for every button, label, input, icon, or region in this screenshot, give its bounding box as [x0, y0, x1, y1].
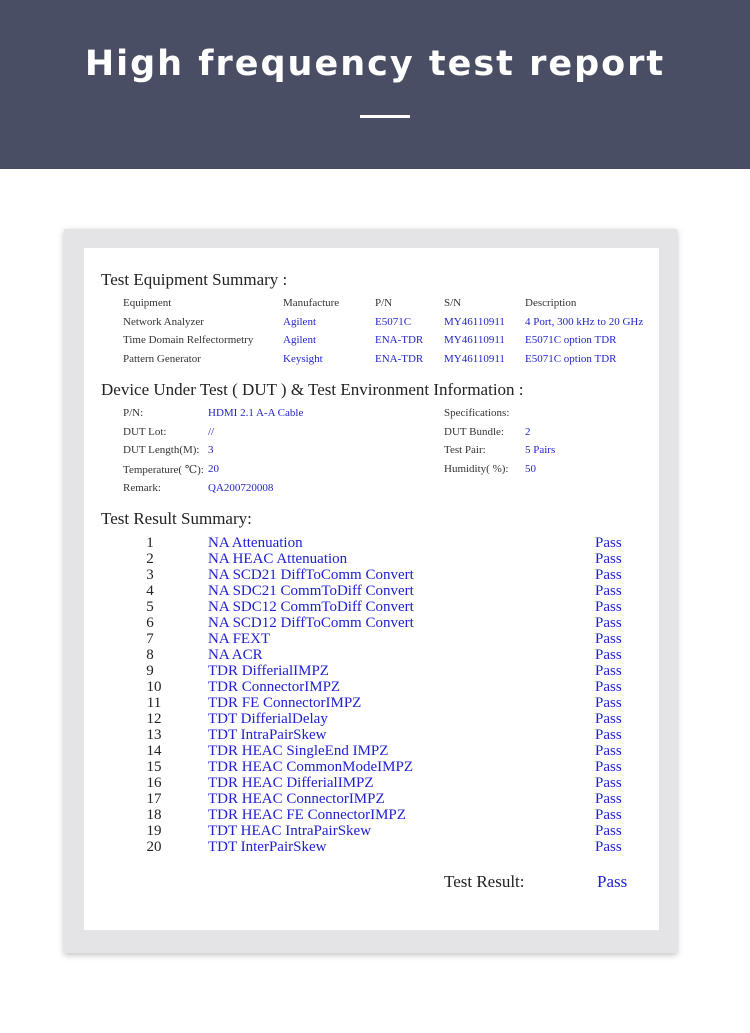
header-banner [0, 0, 750, 169]
result-status: Pass [595, 615, 622, 631]
result-test-name: NA Attenuation [208, 535, 303, 551]
result-number: 7 [146, 631, 154, 647]
result-status: Pass [595, 599, 622, 615]
dut-value-length: 3 [208, 444, 214, 456]
result-number: 20 [146, 839, 162, 855]
result-test-name: NA SDC12 CommToDiff Convert [208, 599, 414, 615]
result-status: Pass [595, 583, 622, 599]
result-test-name: NA SDC21 CommToDiff Convert [208, 583, 414, 599]
dut-value-pn: HDMI 2.1 A-A Cable [208, 407, 304, 419]
result-number: 5 [146, 599, 154, 615]
equipment-pn: E5071C [375, 316, 412, 328]
dut-heading: Device Under Test ( DUT ) & Test Environment Information : [101, 380, 524, 399]
result-number: 14 [146, 743, 162, 759]
equipment-manufacture: Keysight [283, 353, 323, 365]
result-test-name: TDR HEAC CommonModeIMPZ [208, 759, 414, 775]
result-number: 15 [146, 759, 162, 775]
dut-value-remark: QA200720008 [208, 482, 274, 494]
dut-label-length: DUT Length(M): [123, 444, 200, 456]
equipment-description: 4 Port, 300 kHz to 20 GHz [525, 316, 644, 328]
result-status: Pass [595, 791, 622, 807]
title-underline [360, 115, 410, 118]
dut-label-temperature: Temperature( ℃): [123, 464, 204, 476]
result-number: 18 [146, 807, 162, 823]
equipment-manufacture: Agilent [283, 316, 316, 328]
result-status: Pass [595, 711, 622, 727]
result-test-name: TDT IntraPairSkew [208, 727, 327, 743]
dut-label-humidity: Humidity( %): [444, 463, 509, 475]
result-number: 1 [146, 535, 154, 551]
result-number: 9 [146, 663, 154, 679]
result-status: Pass [595, 647, 622, 663]
equipment-pn: ENA-TDR [375, 353, 424, 365]
dut-label-lot: DUT Lot: [123, 426, 167, 438]
equipment-manufacture: Agilent [283, 334, 316, 346]
equipment-name: Network Analyzer [123, 316, 204, 328]
result-test-name: TDT DifferialDelay [208, 711, 328, 727]
dut-value-bundle: 2 [525, 426, 531, 438]
result-status: Pass [595, 663, 622, 679]
equipment-sn: MY46110911 [444, 334, 505, 346]
result-test-name: NA FEXT [208, 631, 271, 647]
equipment-name: Time Domain Relfectormetry [123, 334, 254, 346]
col-header-equipment: Equipment [123, 297, 172, 309]
dut-value-test-pair: 5 Pairs [525, 444, 556, 456]
result-number: 10 [146, 679, 162, 695]
result-status: Pass [595, 551, 622, 567]
result-number: 8 [146, 647, 154, 663]
result-number: 13 [146, 727, 162, 743]
col-header-manufacture: Manufacture [283, 297, 340, 309]
page-title: High frequency test report [84, 44, 666, 84]
dut-value-lot: // [208, 426, 215, 438]
dut-label-specifications: Specifications: [444, 407, 510, 419]
result-number: 12 [146, 711, 162, 727]
result-number: 19 [146, 823, 162, 839]
result-status: Pass [595, 807, 622, 823]
result-number: 11 [146, 695, 162, 711]
dut-label-bundle: DUT Bundle: [444, 426, 504, 438]
col-header-sn: S/N [444, 297, 462, 309]
dut-label-pn: P/N: [123, 407, 144, 419]
result-test-name: NA SCD21 DiffToComm Convert [208, 567, 414, 583]
result-test-name: NA HEAC Attenuation [208, 551, 348, 567]
dut-value-temperature: 20 [208, 463, 219, 475]
result-test-name: TDR HEAC ConnectorIMPZ [208, 791, 385, 807]
result-status: Pass [595, 839, 622, 855]
equipment-description: E5071C option TDR [525, 334, 617, 346]
result-test-name: NA SCD12 DiffToComm Convert [208, 615, 414, 631]
result-status: Pass [595, 743, 622, 759]
dut-value-humidity: 50 [525, 463, 536, 475]
result-status: Pass [595, 727, 622, 743]
equipment-sn: MY46110911 [444, 316, 505, 328]
result-status: Pass [595, 695, 622, 711]
final-result-value: Pass [597, 872, 628, 891]
equipment-pn: ENA-TDR [375, 334, 424, 346]
result-number: 4 [146, 583, 154, 599]
dut-label-test-pair: Test Pair: [444, 444, 486, 456]
result-test-name: TDR HEAC DifferialIMPZ [208, 775, 374, 791]
final-result-label: Test Result: [444, 872, 525, 891]
result-status: Pass [595, 823, 622, 839]
result-number: 17 [146, 791, 162, 807]
result-number: 6 [146, 615, 154, 631]
result-number: 16 [146, 775, 162, 791]
col-header-description: Description [525, 297, 577, 309]
results-heading: Test Result Summary: [101, 509, 252, 528]
result-status: Pass [595, 775, 622, 791]
equipment-name: Pattern Generator [123, 353, 201, 365]
result-status: Pass [595, 535, 622, 551]
result-test-name: TDR FE ConnectorIMPZ [208, 695, 362, 711]
result-test-name: TDR HEAC FE ConnectorIMPZ [208, 807, 406, 823]
result-status: Pass [595, 679, 622, 695]
result-number: 3 [146, 567, 154, 583]
equipment-heading: Test Equipment Summary : [101, 270, 288, 289]
result-test-name: TDR HEAC SingleEnd IMPZ [208, 743, 389, 759]
result-status: Pass [595, 567, 622, 583]
equipment-sn: MY46110911 [444, 353, 505, 365]
result-status: Pass [595, 759, 622, 775]
dut-label-remark: Remark: [123, 482, 161, 494]
equipment-description: E5071C option TDR [525, 353, 617, 365]
result-test-name: TDR DifferialIMPZ [208, 663, 329, 679]
result-test-name: TDR ConnectorIMPZ [208, 679, 341, 695]
result-number: 2 [146, 551, 154, 567]
col-header-pn: P/N [375, 297, 393, 309]
result-test-name: NA ACR [208, 647, 263, 663]
result-test-name: TDT InterPairSkew [208, 839, 327, 855]
result-test-name: TDT HEAC IntraPairSkew [208, 823, 372, 839]
result-status: Pass [595, 631, 622, 647]
